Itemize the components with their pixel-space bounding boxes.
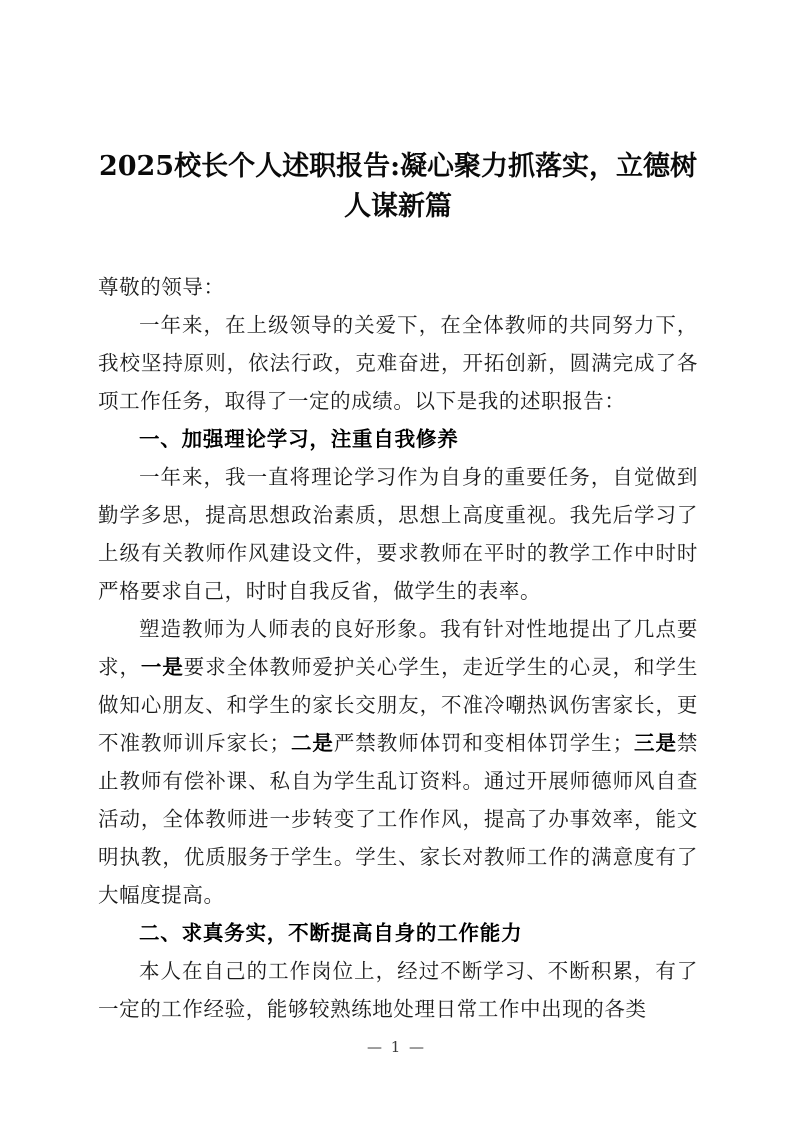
emphasis-run: 二是 bbox=[290, 731, 334, 755]
text-run: 禁止教师有偿补课、私自为学生乱订资料。通过开展师德师风自查活动，全体教师进一步转变了工作作风，提高了办事效率，能文明执教，优质服务于学生。学生、家长对教师工作的满意度有了大幅度提高。 bbox=[98, 731, 699, 907]
section-heading-2: 二、求真务实，不断提高自身的工作能力 bbox=[139, 921, 523, 945]
paragraph-section-1-2 bbox=[98, 610, 698, 914]
paragraph-section-2-1: 本人在自己的工作岗位上，经过不断学习、不断积累，有了一定的工作经验，能够较熟练地处理日常工作中出现的各类 bbox=[98, 959, 698, 1021]
page-title: 2025校长个人述职报告:凝心聚力抓落实，立德树人谋新篇 bbox=[98, 151, 698, 222]
document-body bbox=[98, 268, 698, 1028]
emphasis-run: 三是 bbox=[633, 731, 677, 755]
text-run: 塑造教师为人师表的良好形象。我有针对性地提出了几点要求， bbox=[98, 617, 698, 679]
text-run: 要求全体教师爱护关心学生，走近学生的心灵，和学生做知心朋友、和学生的家长交朋友，不准冷嘲热讽伤害家长，更不准教师训斥家长； bbox=[98, 655, 699, 755]
section-heading-1: 一、加强理论学习，注重自我修养 bbox=[139, 427, 459, 451]
emphasis-run: 一是 bbox=[140, 655, 184, 679]
paragraph-section-1-1: 一年来，我一直将理论学习作为自身的重要任务，自觉做到勤学多思，提高思想政治素质，思想上高度重视。我先后学习了上级有关教师作风建设文件，要求教师在平时的教学工作中时时严格要求自己，时时自我反省，做学生的表率。 bbox=[98, 465, 698, 603]
salutation: 尊敬的领导： bbox=[98, 275, 225, 299]
paragraph-intro: 一年来，在上级领导的关爱下，在全体教师的共同努力下，我校坚持原则，依法行政，克难奋进，开拓创新，圆满完成了各项工作任务，取得了一定的成绩。以下是我的述职报告： bbox=[98, 313, 698, 413]
text-run: 严禁教师体罚和变相体罚学生； bbox=[333, 731, 634, 755]
footer-page-number: — 1 — bbox=[366, 1038, 427, 1056]
